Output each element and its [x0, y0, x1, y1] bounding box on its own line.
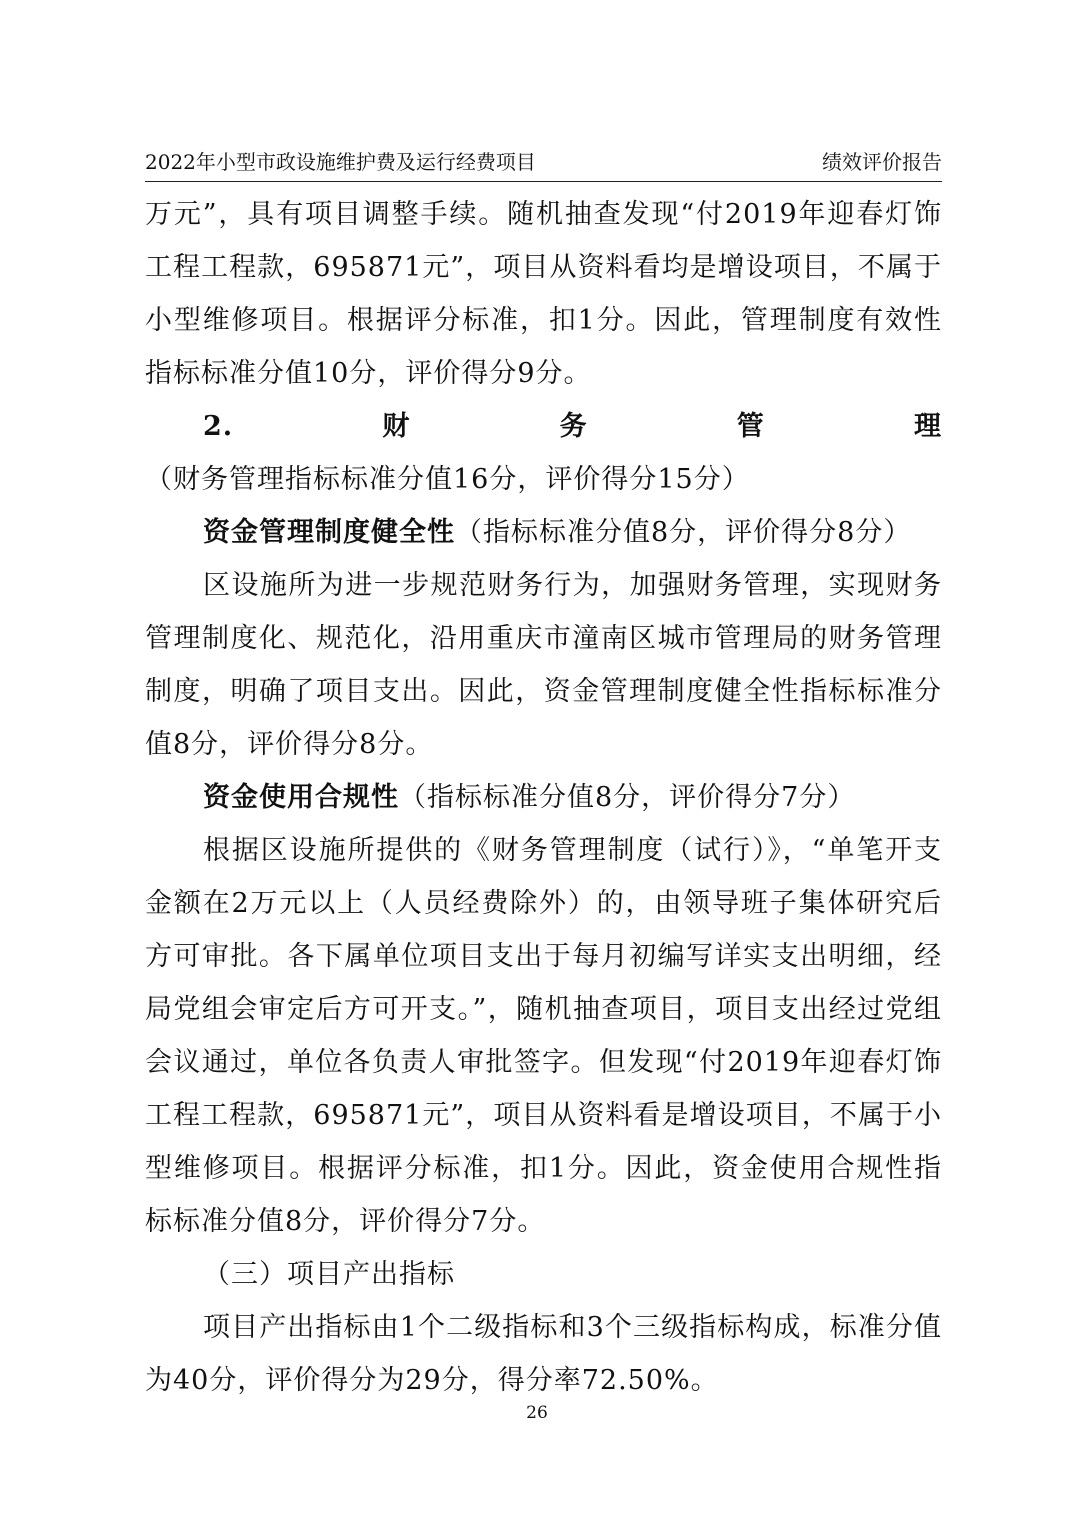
- heading-project-output: （三）项目产出指标: [203, 1259, 455, 1290]
- heading-fund-use-score: （指标标准分值8分，评价得分7分）: [399, 782, 856, 813]
- paragraph-project-output: 项目产出指标由1个二级指标和3个三级指标构成，标准分值为40分，评价得分为29分，得分率72.50%。: [145, 1312, 942, 1396]
- page-number: 26: [526, 1403, 548, 1423]
- document-body: [145, 188, 942, 1407]
- heading-fund-system: [145, 506, 942, 559]
- heading-fund-system-score: （指标标准分值8分，评价得分8分）: [455, 517, 912, 548]
- paragraph-management-system: 万元”，具有项目调整手续。随机抽查发现“付2019年迎春灯饰工程工程款，695871元”，项目从资料看均是增设项目，不属于小型维修项目。根据评分标准，扣1分。因此，管理制度有效性指标标准分值10分，评价得分9分。: [145, 199, 942, 389]
- heading-financial-management-title: 2.财务管理: [203, 411, 942, 442]
- header-project-title: 2022年小型市政设施维护费及运行经费项目: [145, 150, 536, 174]
- heading-fund-use: [145, 771, 942, 824]
- page-header: [145, 148, 942, 182]
- header-report-title: 绩效评价报告: [822, 150, 942, 174]
- heading-fund-use-title: 资金使用合规性: [203, 782, 399, 813]
- heading-financial-management: [145, 400, 942, 506]
- heading-fund-system-title: 资金管理制度健全性: [203, 517, 455, 548]
- heading-financial-management-score: （财务管理指标标准分值16分，评价得分15分）: [145, 464, 750, 495]
- paragraph-fund-system: 区设施所为进一步规范财务行为，加强财务管理，实现财务管理制度化、规范化，沿用重庆市潼南区城市管理局的财务管理制度，明确了项目支出。因此，资金管理制度健全性指标标准分值8分，评价得分8分。: [145, 570, 942, 760]
- paragraph-fund-use: 根据区设施所提供的《财务管理制度（试行）》，“单笔开支金额在2万元以上（人员经费除外）的，由领导班子集体研究后方可审批。各下属单位项目支出于每月初编写详实支出明细，经局党组会审定后方可开支。”，随机抽查项目，项目支出经过党组会议通过，单位各负责人审批签字。但发现“付2019年迎春灯饰工程工程款，695871元”，项目从资料看是增设项目，不属于小型维修项目。根据评分标准，扣1分。因此，资金使用合规性指标标准分值8分，评价得分7分。: [145, 835, 942, 1237]
